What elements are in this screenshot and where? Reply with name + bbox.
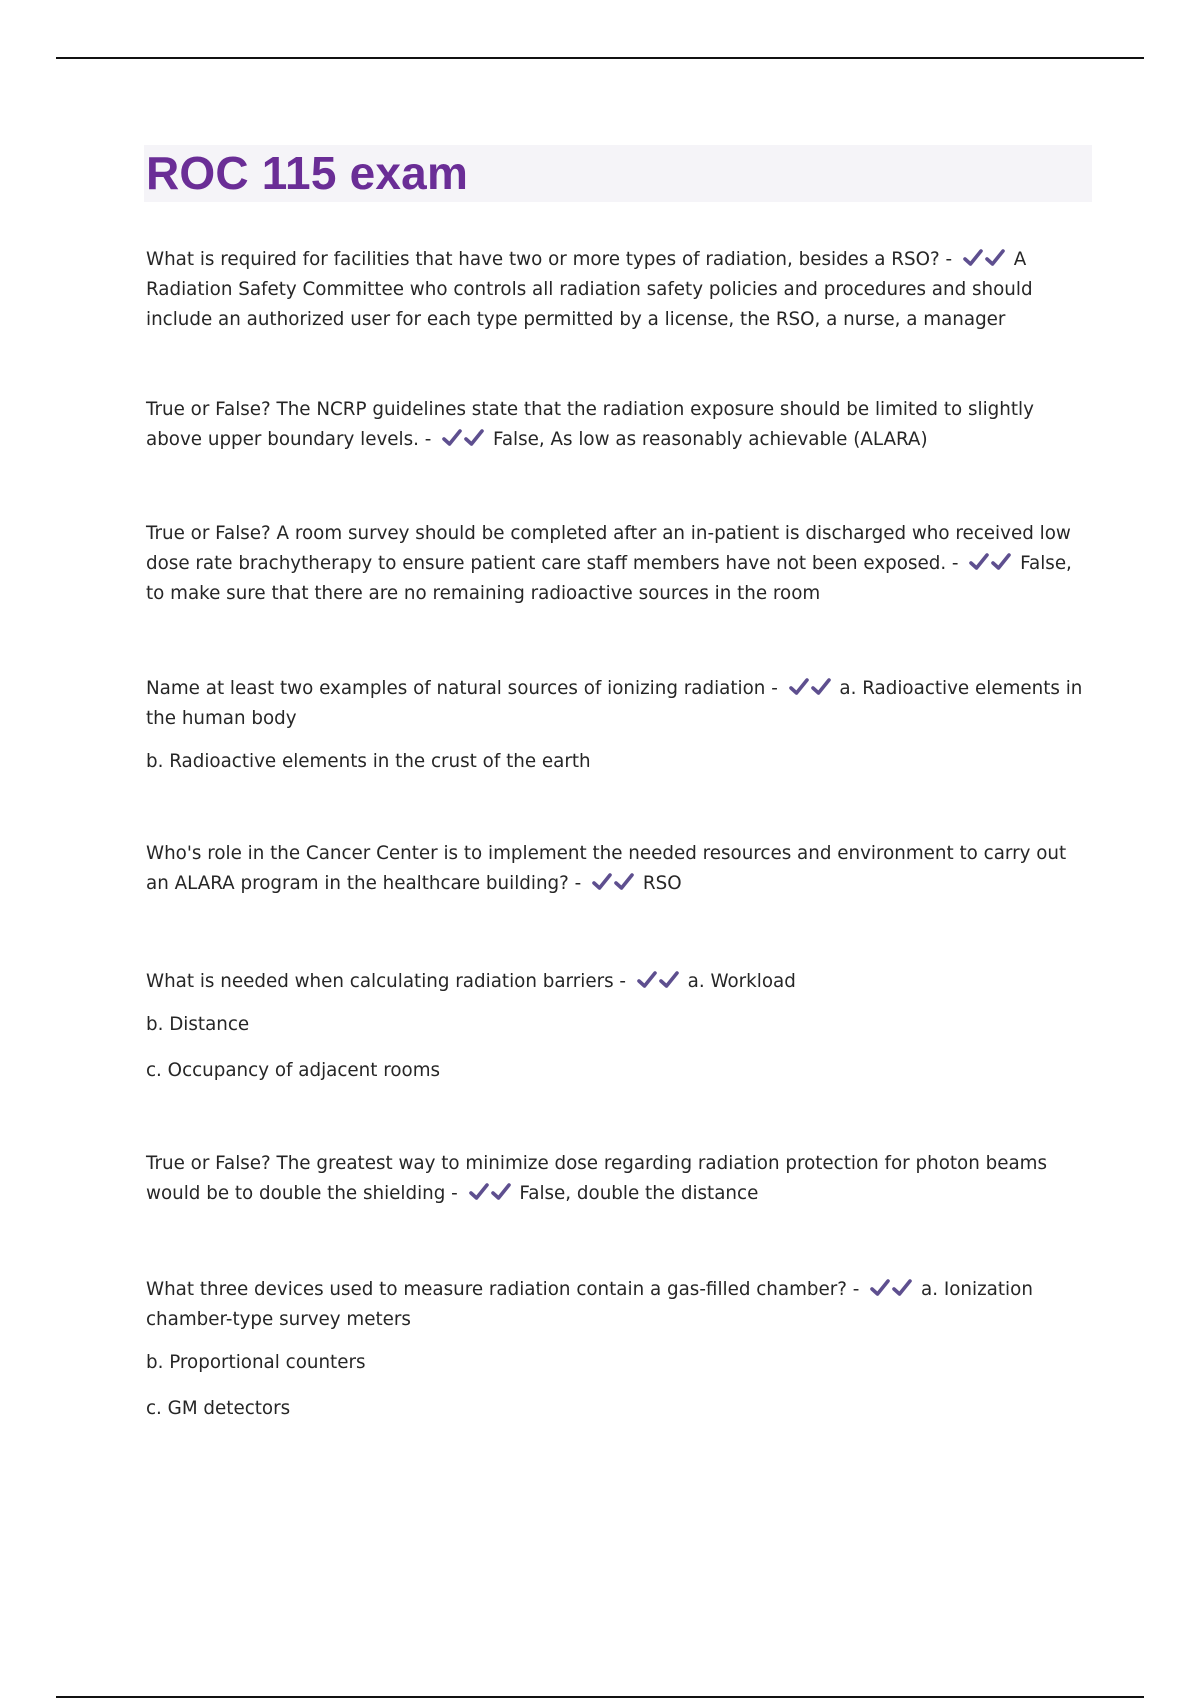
question-text: What is needed when calculating radiation barriers - [146, 971, 627, 992]
check-icon [468, 1182, 490, 1202]
qa-item [146, 395, 1092, 455]
question-text: True or False? The greatest way to minimize dose regarding radiation protection for photon beams would be to double the shielding - [146, 1153, 1048, 1204]
check-icon [490, 1182, 512, 1202]
check-icon [810, 677, 832, 697]
qa-item [146, 1149, 1092, 1209]
check-icon [636, 970, 658, 990]
check-icon [658, 970, 680, 990]
answer-text: False, As low as reasonably achievable (ALARA) [493, 429, 928, 450]
check-icon [788, 677, 810, 697]
qa-item [146, 1275, 1092, 1424]
answer-extra-line: c. GM detectors [146, 1398, 291, 1419]
double-check-icon [962, 245, 1006, 275]
question-text: True or False? The NCRP guidelines state that the radiation exposure should be limited to slightly above upper boundary levels. - [146, 399, 1034, 450]
qa-item [146, 245, 1092, 335]
check-icon [891, 1278, 913, 1298]
check-icon [869, 1278, 891, 1298]
qa-item [146, 839, 1092, 899]
question-text: True or False? A room survey should be completed after an in-patient is discharged who received low dose rate brachytherapy to ensure patient care staff members have not been exposed. - [146, 523, 1071, 574]
double-check-icon [636, 967, 680, 997]
check-icon [968, 552, 990, 572]
double-check-icon [869, 1275, 913, 1305]
qa-item [146, 967, 1092, 1086]
double-check-icon [441, 425, 485, 455]
check-icon [441, 428, 463, 448]
double-check-icon [968, 549, 1012, 579]
qa-item [146, 674, 1092, 777]
answer-text: a. Ionization chamber-type survey meters [146, 1279, 1033, 1330]
qa-item [146, 519, 1092, 609]
answer-extra-line: b. Distance [146, 1014, 250, 1035]
answer-text: False, double the distance [519, 1183, 759, 1204]
question-text: What is required for facilities that have two or more types of radiation, besides a RSO? - [146, 249, 953, 270]
answer-text: A Radiation Safety Committee who controls all radiation safety policies and procedures and should include an authorized user for each type permitted by a license, the RSO, a nurse, a manager [146, 249, 1033, 330]
check-icon [984, 248, 1006, 268]
answer-text: RSO [642, 873, 682, 894]
answer-extra-line: b. Proportional counters [146, 1352, 366, 1373]
check-icon [613, 872, 635, 892]
check-icon [962, 248, 984, 268]
answer-text: False, to make sure that there are no remaining radioactive sources in the room [146, 553, 1072, 604]
answer-extra-line: c. Occupancy of adjacent rooms [146, 1060, 441, 1081]
question-text: Name at least two examples of natural sources of ionizing radiation - [146, 678, 778, 699]
document-title: ROC 115 exam [146, 147, 469, 199]
top-rule [56, 57, 1144, 59]
question-text: What three devices used to measure radiation contain a gas-filled chamber? - [146, 1279, 860, 1300]
double-check-icon [468, 1179, 512, 1209]
check-icon [591, 872, 613, 892]
answer-text: a. Workload [687, 971, 796, 992]
question-text: Who's role in the Cancer Center is to implement the needed resources and environment to carry out an ALARA program in the healthcare building? - [146, 843, 1067, 894]
bottom-rule [56, 1696, 1144, 1698]
answer-extra-line: b. Radioactive elements in the crust of the earth [146, 751, 591, 772]
check-icon [990, 552, 1012, 572]
double-check-icon [788, 674, 832, 704]
check-icon [463, 428, 485, 448]
answer-text: a. Radioactive elements in the human body [146, 678, 1083, 729]
double-check-icon [591, 869, 635, 899]
